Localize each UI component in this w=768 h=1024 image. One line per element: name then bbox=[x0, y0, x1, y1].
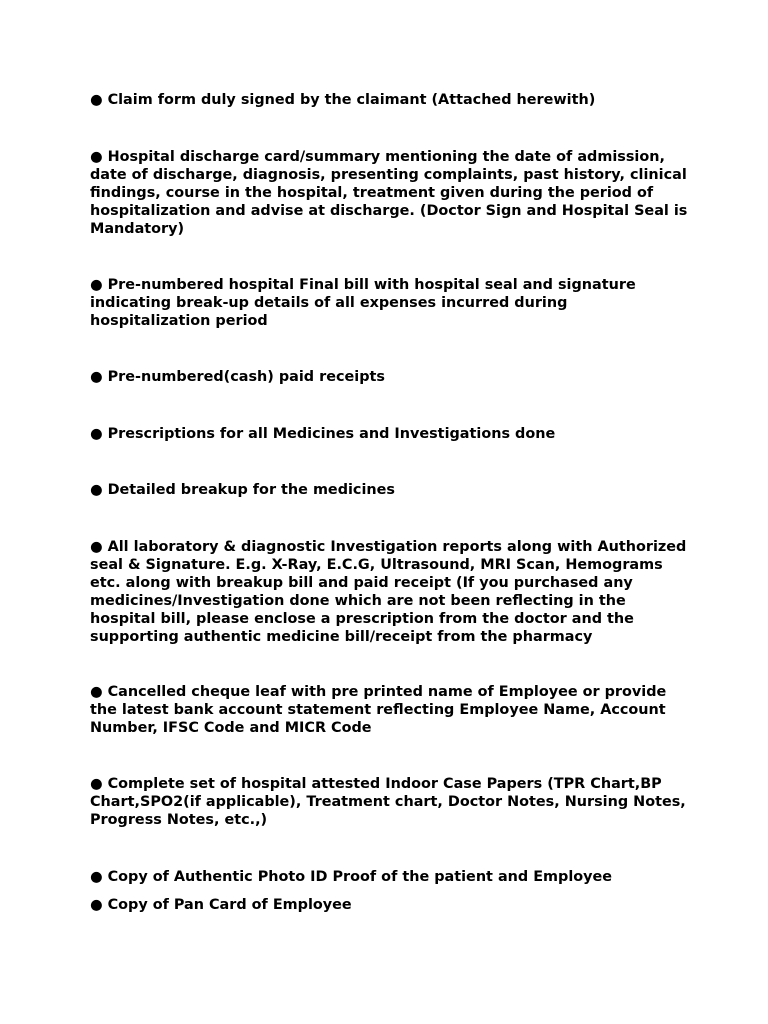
list-item-pan-card: ● Copy of Pan Card of Employee bbox=[90, 897, 352, 913]
list-item-investigation-reports: ● All laboratory & diagnostic Investigation reports along with Authorized seal & Signature. E.g. X-Ray, E.C.G, Ultrasound, MRI Scan, Hemograms etc. along with breakup bill and paid receipt (If you purchased any medicines/Investigation done which are not been reflecting in the hospital bill, please enclose a prescription from the doctor and the supporting authentic medicine bill/receipt from the pharmacy bbox=[90, 539, 687, 645]
list-item-paid-receipts: ● Pre-numbered(cash) paid receipts bbox=[90, 369, 385, 385]
list-item-cancelled-cheque: ● Cancelled cheque leaf with pre printed name of Employee or provide the latest bank account statement reflecting Employee Name, Account Number, IFSC Code and MICR Code bbox=[90, 684, 667, 736]
list-item-photo-id: ● Copy of Authentic Photo ID Proof of the patient and Employee bbox=[90, 869, 613, 885]
list-item-final-bill: ● Pre-numbered hospital Final bill with hospital seal and signature indicating break-up details of all expenses incurred during hospitalization period bbox=[90, 277, 636, 329]
list-item-discharge-summary: ● Hospital discharge card/summary mentioning the date of admission, date of discharge, diagnosis, presenting complaints, past history, clinical findings, course in the hospital, treatment given during the period of hospitalization and advise at discharge. (Doctor Sign and Hospital Seal is Mandatory) bbox=[90, 149, 688, 237]
list-item-claim-form: ● Claim form duly signed by the claimant (Attached herewith) bbox=[90, 92, 596, 108]
list-item-medicine-breakup: ● Detailed breakup for the medicines bbox=[90, 482, 395, 498]
list-item-case-papers: ● Complete set of hospital attested Indoor Case Papers (TPR Chart,BP Chart,SPO2(if applicable), Treatment chart, Doctor Notes, Nursing Notes, Progress Notes, etc.,) bbox=[90, 776, 686, 828]
list-item-prescriptions: ● Prescriptions for all Medicines and Investigations done bbox=[90, 426, 556, 442]
